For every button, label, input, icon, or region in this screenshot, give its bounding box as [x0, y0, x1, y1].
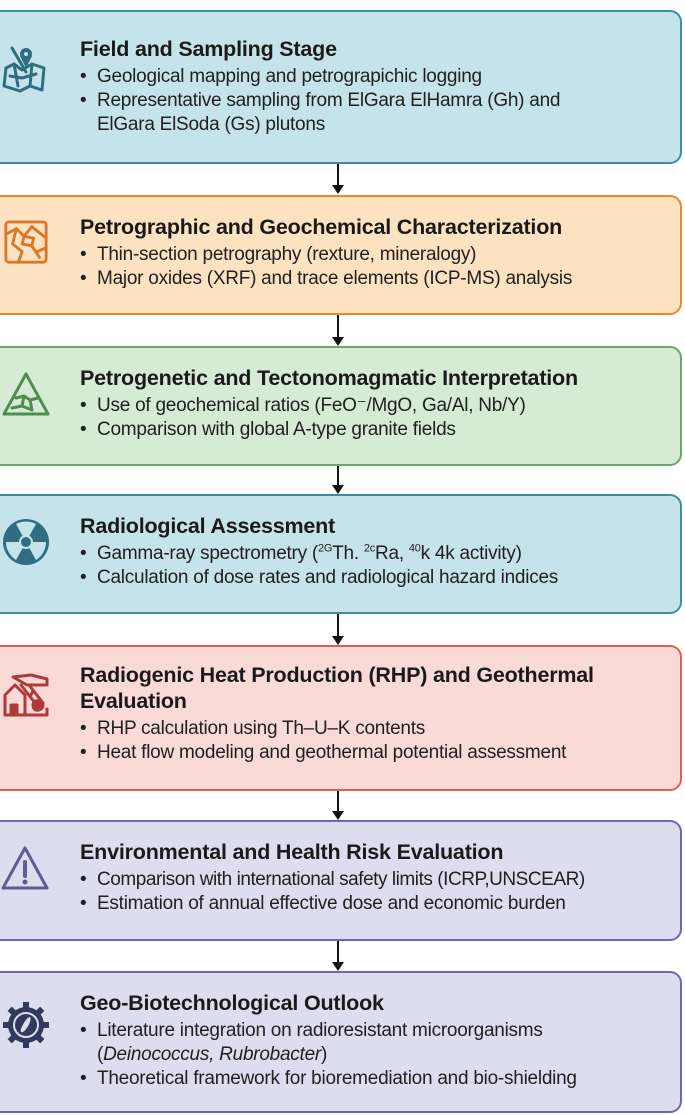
stage-radiogenic-heat-production: [0, 645, 682, 791]
flow-arrow: [337, 791, 339, 818]
warning-icon: [1, 844, 49, 892]
stage-bullet: • Calculation of dose rates and radiological hazard indices: [80, 566, 674, 590]
stage-bullet: • Gamma-ray spectrometry ($^{2G}$Th. $^{2c}$Ra, $^{40}$k 4k activity): [80, 542, 674, 566]
stage-bullet: • Theoretical framework for bioremediation and bio-shielding: [80, 1067, 674, 1091]
stage-field-sampling: [0, 10, 682, 164]
stage-bullet: • Geological mapping and petrograpichic logging: [80, 65, 674, 89]
stage-bullet: • Literature integration on radioresistant microorganisms (Deinococcus, Rubrobacter): [80, 1019, 674, 1067]
stage-radiological-assessment: [0, 494, 682, 614]
flow-arrow: [337, 614, 339, 643]
flow-arrow: [337, 466, 339, 492]
stage-bullet: • Comparison with international safety limits (ICRP,UNSCEAR): [80, 868, 674, 892]
radiation-icon: [2, 518, 50, 566]
map-pin-icon: [2, 46, 50, 94]
stage-title: Radiological Assessment: [80, 514, 336, 538]
flow-arrow: [337, 941, 339, 969]
stage-bullet: • Heat flow modeling and geothermal potential assessment: [80, 741, 674, 765]
gear-bacteria-icon: [2, 1001, 50, 1049]
stage-bullet: • Estimation of annual effective dose and economic burden: [80, 892, 674, 916]
stage-title: Environmental and Health Risk Evaluation: [80, 840, 504, 864]
stage-bullet: • Comparison with global A-type granite fields: [80, 418, 674, 442]
ternary-diagram-icon: [2, 370, 50, 418]
stage-title: Geo-Biotechnological Outlook: [80, 991, 384, 1015]
stage-environmental-health-risk: [0, 820, 682, 941]
stage-petrographic-geochemical: [0, 195, 682, 315]
stage-bullet: • Representative sampling from ElGara ElHamra (Gh) and ElGara ElSoda (Gs) plutons: [80, 89, 674, 137]
stage-bullet: • Use of geochemical ratios (FeO⁻/MgO, Ga/Al, Nb/Y): [80, 394, 674, 418]
flow-arrow: [337, 164, 339, 192]
flow-arrow: [337, 315, 339, 344]
stage-geo-biotechnological-outlook: [0, 971, 682, 1113]
stage-bullet: • RHP calculation using Th–U–K contents: [80, 717, 674, 741]
stage-title: Petrographic and Geochemical Characterization: [80, 215, 563, 239]
stage-bullet: • Thin-section petrography (rexture, mineralogy): [80, 243, 674, 267]
stage-bullet: • Major oxides (XRF) and trace elements (ICP-MS) analysis: [80, 267, 674, 291]
thin-section-icon: [3, 219, 49, 265]
stage-title: Field and Sampling Stage: [80, 37, 337, 61]
heat-house-icon: [3, 669, 51, 717]
stage-petrogenetic-interpretation: [0, 346, 682, 466]
stage-title: Radiogenic Heat Production (RHP) and Geothermal Evaluation: [80, 663, 594, 713]
stage-title: Petrogenetic and Tectonomagmatic Interpretation: [80, 366, 578, 390]
